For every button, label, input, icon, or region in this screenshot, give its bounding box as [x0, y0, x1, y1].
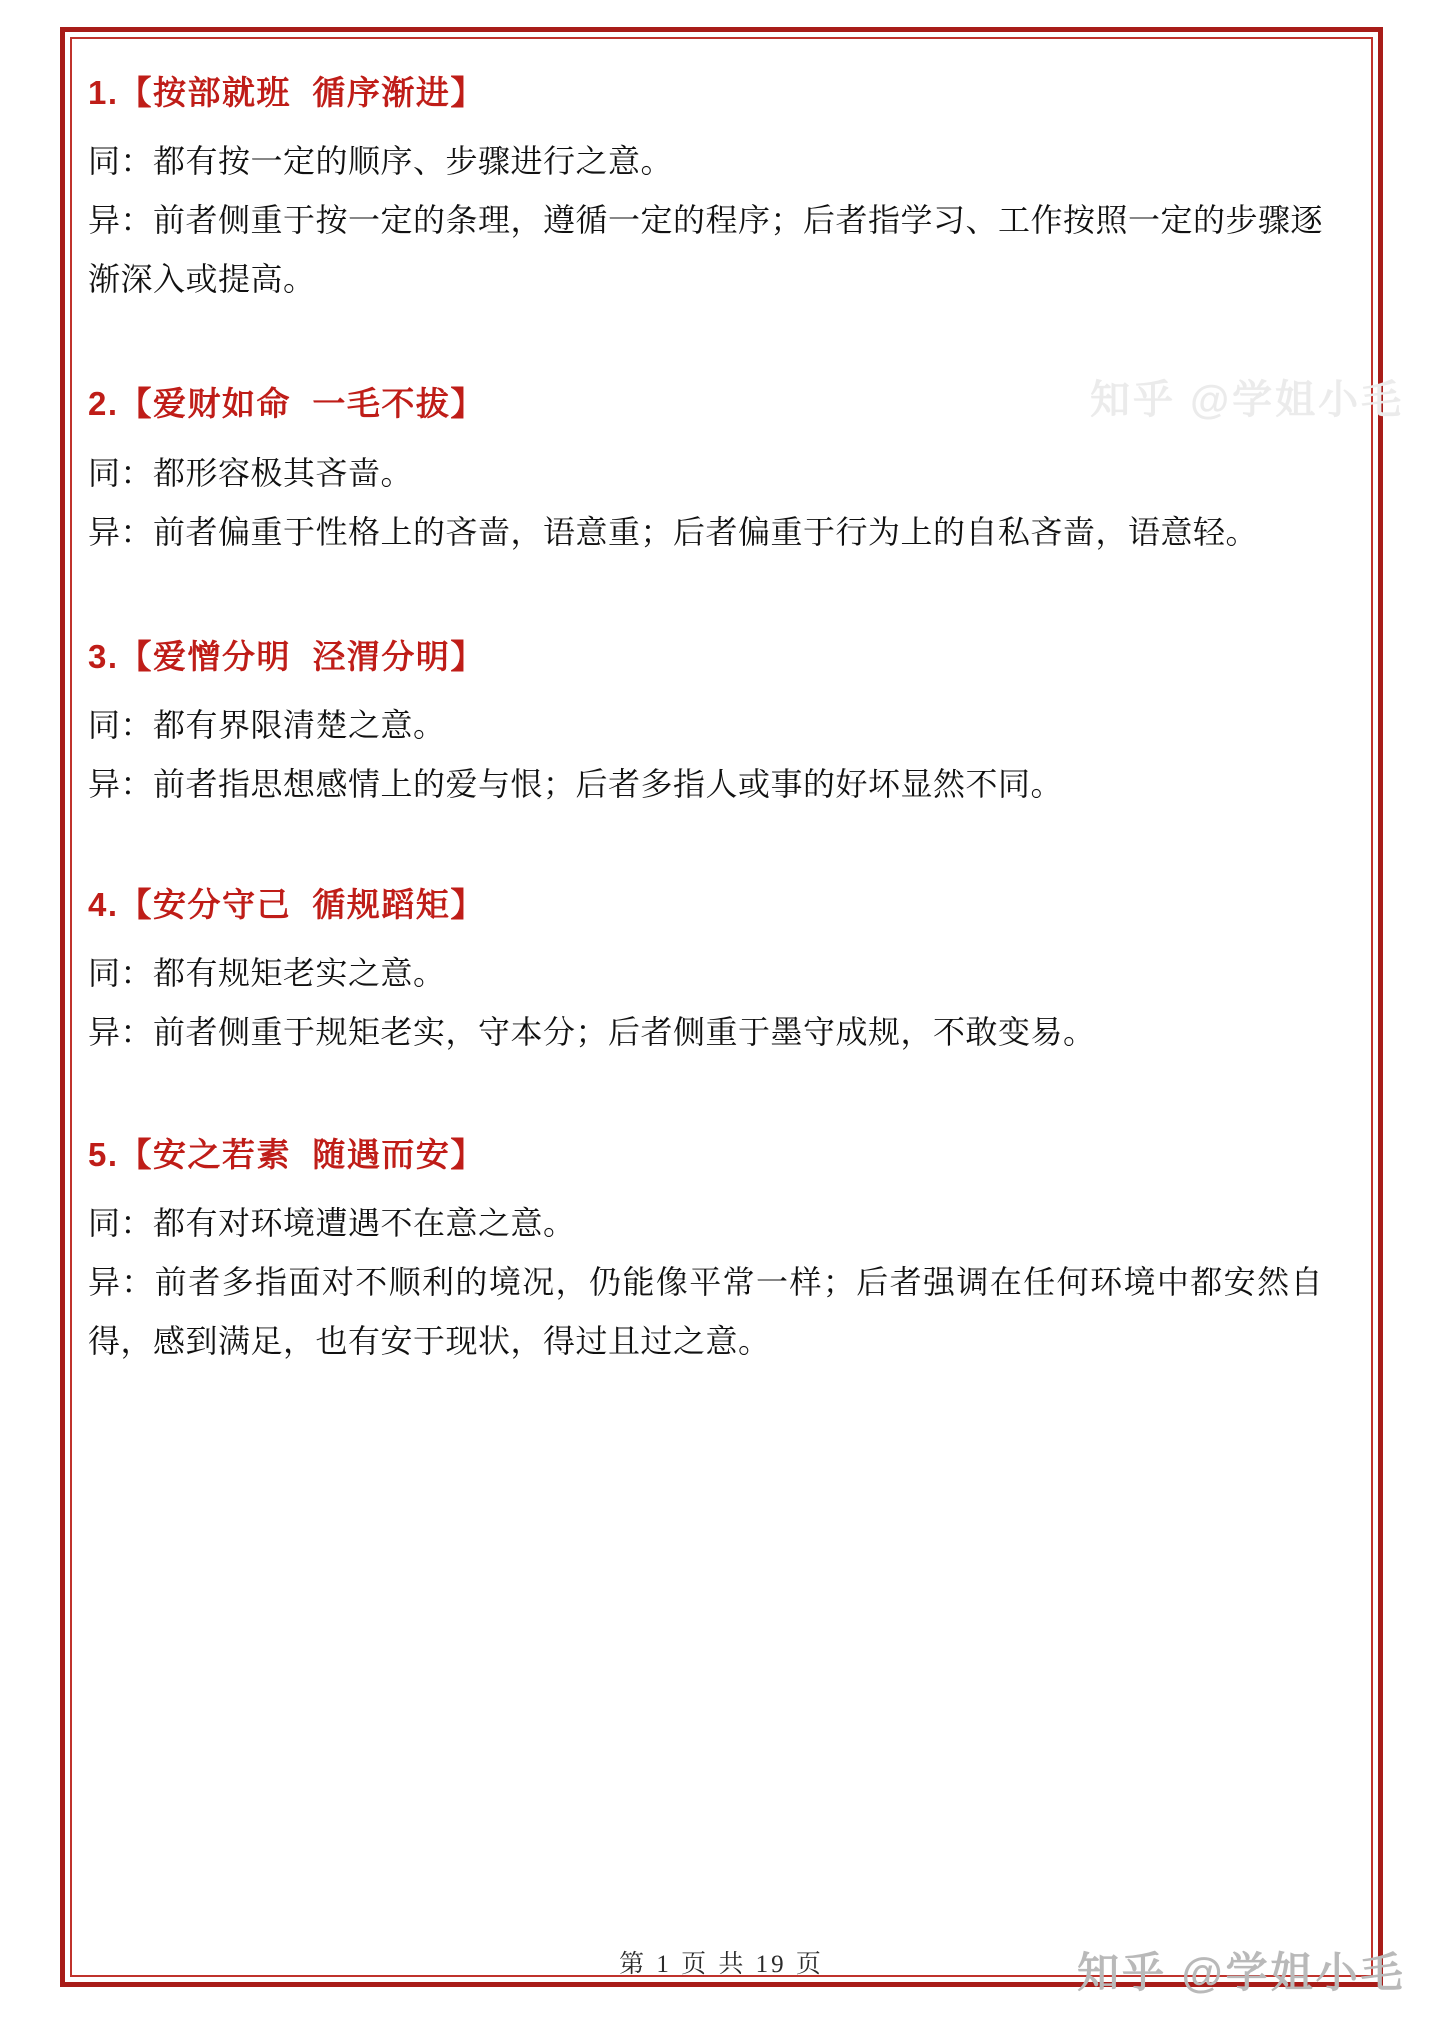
entry-same-line: 同：都形容极其吝啬。	[88, 454, 414, 491]
entry-spacer	[88, 562, 1323, 636]
entry-spacer	[88, 814, 1323, 884]
watermark-primary: 知乎 @学姐小毛	[1077, 1949, 1406, 1996]
watermark-secondary: 知乎 @学姐小毛	[1090, 378, 1405, 422]
entry-diff-line: 异：前者侧重于规矩老实，守本分；后者侧重于墨守成规，不敢变易。	[88, 1014, 1096, 1050]
entry-same-line: 同：都有界限清楚之意。	[88, 706, 446, 743]
page-number-label: 第 1 页 共 19 页	[619, 1951, 824, 1978]
idiom-entry-5	[88, 1134, 1323, 1371]
entry-diff-line: 异：前者侧重于按一定的条理，遵循一定的程序；后者指学习、工作按照一定的步骤逐渐深入或提高。	[88, 202, 1324, 298]
idiom-entry-4	[88, 884, 1323, 1062]
entry-title: 4.【安分守己 循规蹈矩】	[88, 885, 485, 923]
entry-spacer	[88, 309, 1323, 383]
entry-same-line: 同：都有规矩老实之意。	[88, 955, 446, 991]
idiom-entry-1	[88, 72, 1323, 309]
idiom-entry-2	[88, 383, 1323, 561]
entry-diff-line: 异：前者多指面对不顺利的境况，仍能像平常一样；后者强调在任何环境中都安然自得，感到满足，也有安于现状，得过且过之意。	[88, 1264, 1323, 1360]
entry-title: 1.【按部就班 循序渐进】	[88, 74, 485, 111]
page-footer	[80, 1944, 1363, 1980]
entry-same-line: 同：都有按一定的顺序、步骤进行之意。	[88, 143, 674, 180]
entry-spacer	[88, 1062, 1323, 1134]
entry-title: 3.【爱憎分明 泾渭分明】	[88, 637, 485, 675]
document-content	[80, 50, 1363, 1955]
entry-title: 5.【安之若素 随遇而安】	[88, 1136, 485, 1173]
idiom-entry-3	[88, 636, 1323, 814]
entry-diff-line: 异：前者指思想感情上的爱与恨；后者多指人或事的好坏显然不同。	[88, 765, 1064, 802]
entry-title: 2.【爱财如命 一毛不拔】	[88, 385, 485, 423]
entry-same-line: 同：都有对环境遭遇不在意之意。	[88, 1205, 576, 1242]
entry-diff-line: 异：前者偏重于性格上的吝啬，语意重；后者偏重于行为上的自私吝啬，语意轻。	[88, 513, 1259, 550]
